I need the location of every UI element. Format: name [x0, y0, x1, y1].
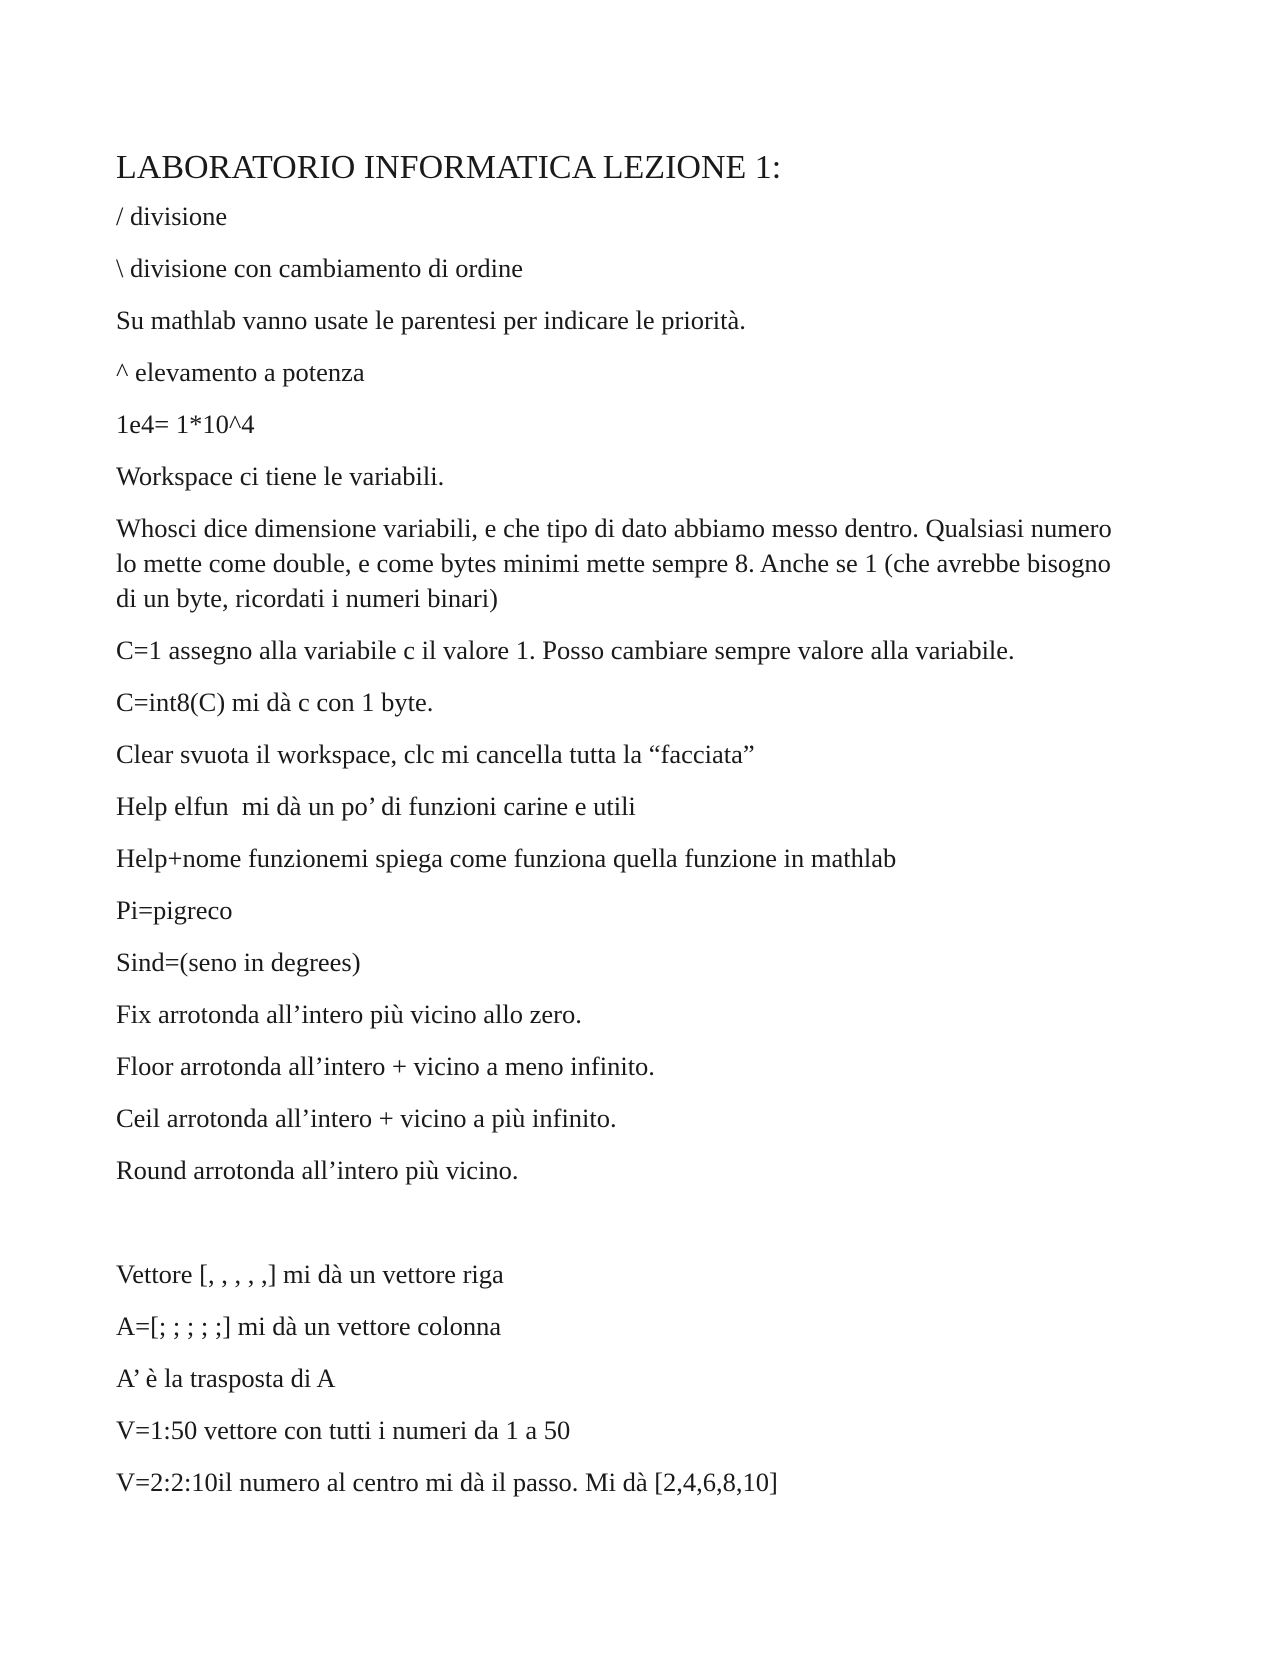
paragraph-assignment: C=1 assegno alla variabile c il valore 1. Posso cambiare sempre valore alla variabile. [116, 635, 1015, 665]
paragraph-transpose: A’ è la trasposta di A [116, 1363, 336, 1393]
paragraph-clear-clc: Clear svuota il workspace, clc mi cancella tutta la “facciata” [116, 739, 755, 769]
paragraph-step-vector: V=2:2:10il numero al centro mi dà il passo. Mi dà [2,4,6,8,10] [116, 1467, 778, 1497]
blank-line [116, 1205, 1136, 1257]
document-page [116, 148, 1136, 1517]
paragraph-parentheses: Su mathlab vanno usate le parentesi per indicare le priorità. [116, 305, 746, 335]
paragraph-pi: Pi=pigreco [116, 895, 233, 925]
paragraph-power: ^ elevamento a potenza [116, 357, 365, 387]
paragraph-ceil: Ceil arrotonda all’intero + vicino a più infinito. [116, 1103, 617, 1133]
paragraph-scientific-notation: 1e4= 1*10^4 [116, 409, 255, 439]
document-title: LABORATORIO INFORMATICA LEZIONE 1: [116, 149, 782, 186]
paragraph-help-function: Help+nome funzionemi spiega come funziona quella funzione in mathlab [116, 843, 897, 873]
paragraph-division: / divisione [116, 201, 228, 231]
paragraph-help-elfun: Help elfun mi dà un po’ di funzioni carine e utili [116, 791, 636, 821]
paragraph-row-vector: Vettore [, , , , ,] mi dà un vettore riga [116, 1259, 504, 1289]
paragraph-fix: Fix arrotonda all’intero più vicino allo zero. [116, 999, 582, 1029]
paragraph-round: Round arrotonda all’intero più vicino. [116, 1155, 519, 1185]
paragraph-column-vector: A=[; ; ; ; ;] mi dà un vettore colonna [116, 1311, 502, 1341]
paragraph-sind: Sind=(seno in degrees) [116, 947, 361, 977]
paragraph-floor: Floor arrotonda all’intero + vicino a meno infinito. [116, 1051, 655, 1081]
paragraph-left-division: \ divisione con cambiamento di ordine [116, 253, 523, 283]
paragraph-int8: C=int8(C) mi dà c con 1 byte. [116, 687, 434, 717]
paragraph-range-vector: V=1:50 vettore con tutti i numeri da 1 a 50 [116, 1415, 571, 1445]
paragraph-whos: Whosci dice dimensione variabili, e che tipo di dato abbiamo messo dentro. Qualsiasi numero lo mette come double, e come bytes minimi mette sempre 8. Anche se 1 (che avrebbe bisogno di un byte, ricordati i numeri binari) [116, 513, 1119, 613]
paragraph-workspace: Workspace ci tiene le variabili. [116, 461, 445, 491]
